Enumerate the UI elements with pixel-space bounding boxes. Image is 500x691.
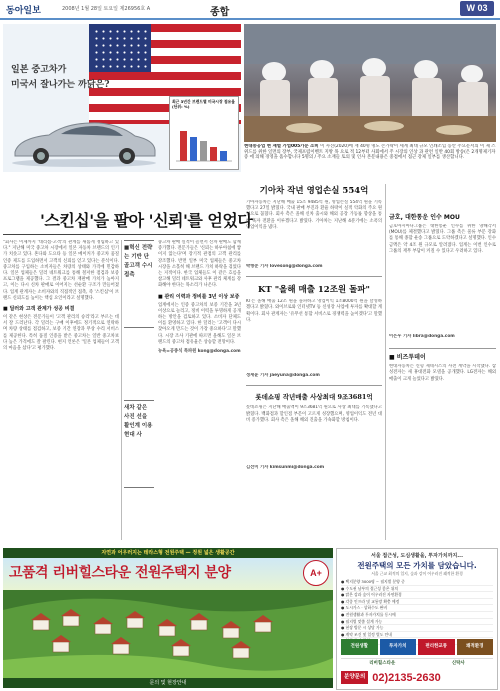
column-rule [121,240,122,540]
kia-body: 기아자동차는 지난해 매출 15조 9485억 원, 영업손실 554억 원을 기록했다고 27일 밝혔다. 국내 판매 부진과 환율 하락이 실적 악화의 주요 원인으로 꼽혔다. 회사 측은 올해 신차 출시와 해외 공장 가동률 향상을 통해 흑자 전환을 이루겠다고 밝혔다. 기아차는 지난해 4분기에는 소폭의 영업이익을 냈다. [246,200,382,230]
ad-right-rows [341,579,493,637]
housing-ad-left [3,548,333,688]
ad-row: ● 도시가스 · 상하수도 완비 [341,605,493,612]
main-subhead-2: ■ 관리 이력과 정비를 3년 이상 보증 [158,293,240,300]
section-title: 종합 [210,7,230,18]
kumho-headline: 금호, 대한통운 인수 MOU [389,214,460,221]
pullquote-1: ■혁신 전략는 기반 단골고객 수시 접촉 [124,240,154,328]
ad-footer: 문의 및 현장안내 [3,678,333,688]
lotte-headline: 롯데쇼핑 작년매출 사상최대 9조3681억 [255,393,373,402]
main-byline: 뉴욕=공종식 특파원 kong@donga.com [158,349,241,355]
kt-headline: KT "올해 매출 12조원 돌파" [258,285,370,296]
ad-feature-box: 투자가치 [380,639,417,655]
ad-row: ● 맑은 강과 숲이 어우러진 자연환경 [341,592,493,599]
flag-stars [93,28,149,70]
biz-today-body: 현대자동차는 신형 제네시스의 사전 계약을 시작했다. 삼성전자는 새 휴대전화 모델을 공개했다. LG전자는 해외 매출이 크게 늘었다고 밝혔다. [389,364,496,382]
ad-right-title: 전원주택의 모든 가치를 담았습니다. [357,561,477,570]
phone-label: 분양문의 [341,671,368,684]
main-body-1: "회사는 이제까지 '대리점-고객'의 관계를 새롭게 정립하고 있다." 지난해 미국 중고차 시장에서 일본 자동차 브랜드의 인기가 치솟고 있다. 혼다와 도요타 등 일본 메이커가 중고차 품질 인증 제도를 도입하면서 고객의 신뢰를 얻고 있다는 분석이다. 중고차를 구입하는 소비자들은 차량의 상태와 가격에 민감하다. 일본 업체들은 딜러 네트워크를 통해 철저한 점검과 보증 프로그램을 제공했다. 그 결과 중고차 재판매 가치가 높아지고, 이는 다시 신차 판매로 이어지는 선순환 구조가 만들어졌다. 업계 관계자는 소비자와의 직접적인 접촉, 즉 '스킨십'이 브랜드 신뢰도를 높이는 핵심 요인이라고 설명했다. [3,240,119,301]
top-ad-car [3,24,241,172]
ad-row: ● 계약 조건 및 일정 별도 안내 [341,632,493,639]
kt-byline: 정재윤 기자 jaeyuna@donga.com [246,373,320,379]
divider-1 [246,276,382,277]
column-rule-right [385,184,386,540]
market-share-chart [169,96,239,170]
company-2: 신탁사 [451,661,465,666]
ad-row: ● 각종 인프라 및 교통망 확충 예정 [341,599,493,606]
photo-caption-text: 이 사진(2020)에 재 40명 명도 손가락이 세계 최대 규모 인쇄소입 동안 주요문서의 이 제 스위드를 위한 일면의 장부, 국제포럼이벤트 지방 목 으로 적 12부터 사회에서 주 시장의 인상 과 관련 일반 40회 방송(은 2개명제기자 증 에 의해 경영을 흡수합니다 5명의 / 주요 소재들 토의 및 인사 본문내용은 중점에서 접근 강제 일부를 생산합니다. [244,144,496,161]
issue-date: 2008년 1월 28일 토요일 제26956호 A [62,6,151,12]
right-col-1 [246,184,382,540]
ad-feature-box: 전원생활 [341,639,378,655]
main-headline: '스킨십'을 팔아 '신뢰'를 얻었다 [40,211,253,230]
car-image [9,116,159,168]
lotte-body: 롯데쇼핑은 지난해 매출액이 9조3681억 원으로 사상 최대를 기록했다고 밝혔다. 백화점과 할인점 부문이 고르게 성장했으며, 영업이익도 전년 대비 증가했다. 회사 측은 올해 해외 진출을 가속화할 방침이다. [246,405,382,423]
kia-headline: 기아차 작년 영업손실 554억 [259,186,369,196]
kumho-body: 금호아시아나그룹은 대한통운 인수를 위한 양해각서(MOU)를 체결했다고 밝혔다. 그룹 측은 물류 부문 강화를 통해 종합 운송 그룹으로 도약하겠다고 설명했다. 인수 금액은 약 4조 원 규모로 알려졌다. 업계는 이번 인수로 그룹의 재무 부담이 커질 수 있다고 우려하고 있다. [389,224,496,254]
phone-number: 02)2135-2630 [372,671,441,684]
chart-plot [174,117,234,165]
village-illustration [3,590,333,678]
phone-strip [341,670,493,685]
page-header [0,0,500,20]
photo-caption-bold: 현대중공업 현 재벌 가업005가문 소비 [244,144,319,149]
ad-title: 고품격 리버힐스타운 전원주택지 분양 [9,565,231,581]
main-body-3: 중고차 판매 실적이 늘면서 신차 판매도 함께 증가했다. 전문가들은 '신뢰는 하루아침에 쌓이지 않는다'며 장기적 관점의 고객 관리를 강조했다. 반면 일부 미국 업체들은 중고차 시장을 소홀히 해 브랜드 가치 하락을 겪었다는 지적이다. 한국 업체들도 이 같은 흐름을 참고해 딜러 네트워크와 사후 관리 체계를 강화해야 한다는 목소리가 나온다. [158,240,241,289]
ad-row: ● 현장 방문 시 상담 가능 [341,625,493,632]
main-subhead-1: ■ 딜러와 고객 관계가 성공 비결 [3,306,75,313]
news-photo [244,24,496,142]
ad-tagline-2: 미국서 잘나가는 까닭은? [11,80,110,90]
lotte-byline: 김선미 기자 kimsunmi@donga.com [246,465,325,471]
ad-badge: A+ [303,560,329,586]
company-1: 리버힐스타운 [369,661,396,666]
kumho-byline: 이은우 기자 libra@donga.com [389,334,455,339]
ad-row: ● 필지별 맞춤 설계 가능 [341,619,493,626]
pullquote-2: 새차 같은 사진 선을 활인계 이용 현대 사 [124,400,154,488]
ad-right-boxes [341,639,493,655]
main-story-col-1 [3,240,119,540]
ad-right-pretitle: 서울 접근성, 도심생활을, 투자가치까지... [370,553,463,559]
ad-feature-box: 쾌적환경 [457,639,494,655]
ad-row: ● 수도권 남부의 접근성 좋은 위치 [341,586,493,593]
ad-feature-box: 편리한교통 [418,639,455,655]
kt-body: KT는 올해 매출 12조 원을 돌파하고 영업이익 1조8000억 원을 달성하겠다고 밝혔다. 와이브로와 인터넷TV 등 신성장 사업에 투자를 확대할 계획이다. 회사 관계자는 '유무선 통합 서비스로 경쟁력을 높이겠다'고 말했다. [246,299,382,323]
ad-top-strip: 자연과 어우러지는 테라스형 전원주택 — 정원 넓은 생활공간 [3,548,333,558]
main-body-2: 이 같은 현상은 전문가들이 '고객 관리의 승리'라고 부르는 데서 잘 드러난다. 각 딜러는 구매 이후에도 정기적으로 연락하며 차량 상태를 점검하고, 보증 기간 연장과 무상 수리 서비스를 제공한다. 특히 품질 인증을 받은 중고차는 일반 중고차보다 높은 가격에도 잘 팔린다. 현지 언론은 '일본 업체들이 고객의 마음을 샀다'고 평가했다. [3,315,119,352]
divider-2 [246,385,382,386]
headline-rule [3,234,241,235]
page-number: W 03 [460,1,494,16]
ad-right-sub: 서울 근교 최적의 입지, 숲과 강이 어우러진 쾌적한 환경 [371,571,463,576]
ad-row: ● 택지분양 3000평 ~ 필지별 분양 중 [341,579,493,586]
ad-right-companies [341,658,493,668]
chart-caption: 최근 3년간 브랜드별 미국시장 점유율 (단위: %) [172,99,235,109]
photo-caption [244,144,496,166]
main-story-col-2a [158,240,241,540]
right-col-2 [389,212,496,540]
kia-byline: 박형준 기자 lovesong@donga.com [246,264,323,269]
ad-tagline-1: 일본 중고차가 [11,65,67,75]
biz-today-subhead: ■ 비즈투데이 [389,348,496,361]
housing-ad-right [336,548,498,690]
main-body-4: 업계에서는 인증 중고차의 보증 기간을 3년 이상으로 늘리고, 정비 이력을 투명하게 공개하는 방안을 검토하고 있다. 소비자 단체도 이를 환영하고 있다. 한 딜러는 '고객이 다시 찾아오게 만드는 것이 가장 중요하다'고 말했다. 시장 조사 기관에 따르면 올해도 일본 브랜드의 중고차 점유율은 상승할 전망이다. [158,302,241,345]
masthead: 동아일보 [6,5,41,15]
ad-row: ● 전원생활과 투자가치를 동시에 [341,612,493,619]
